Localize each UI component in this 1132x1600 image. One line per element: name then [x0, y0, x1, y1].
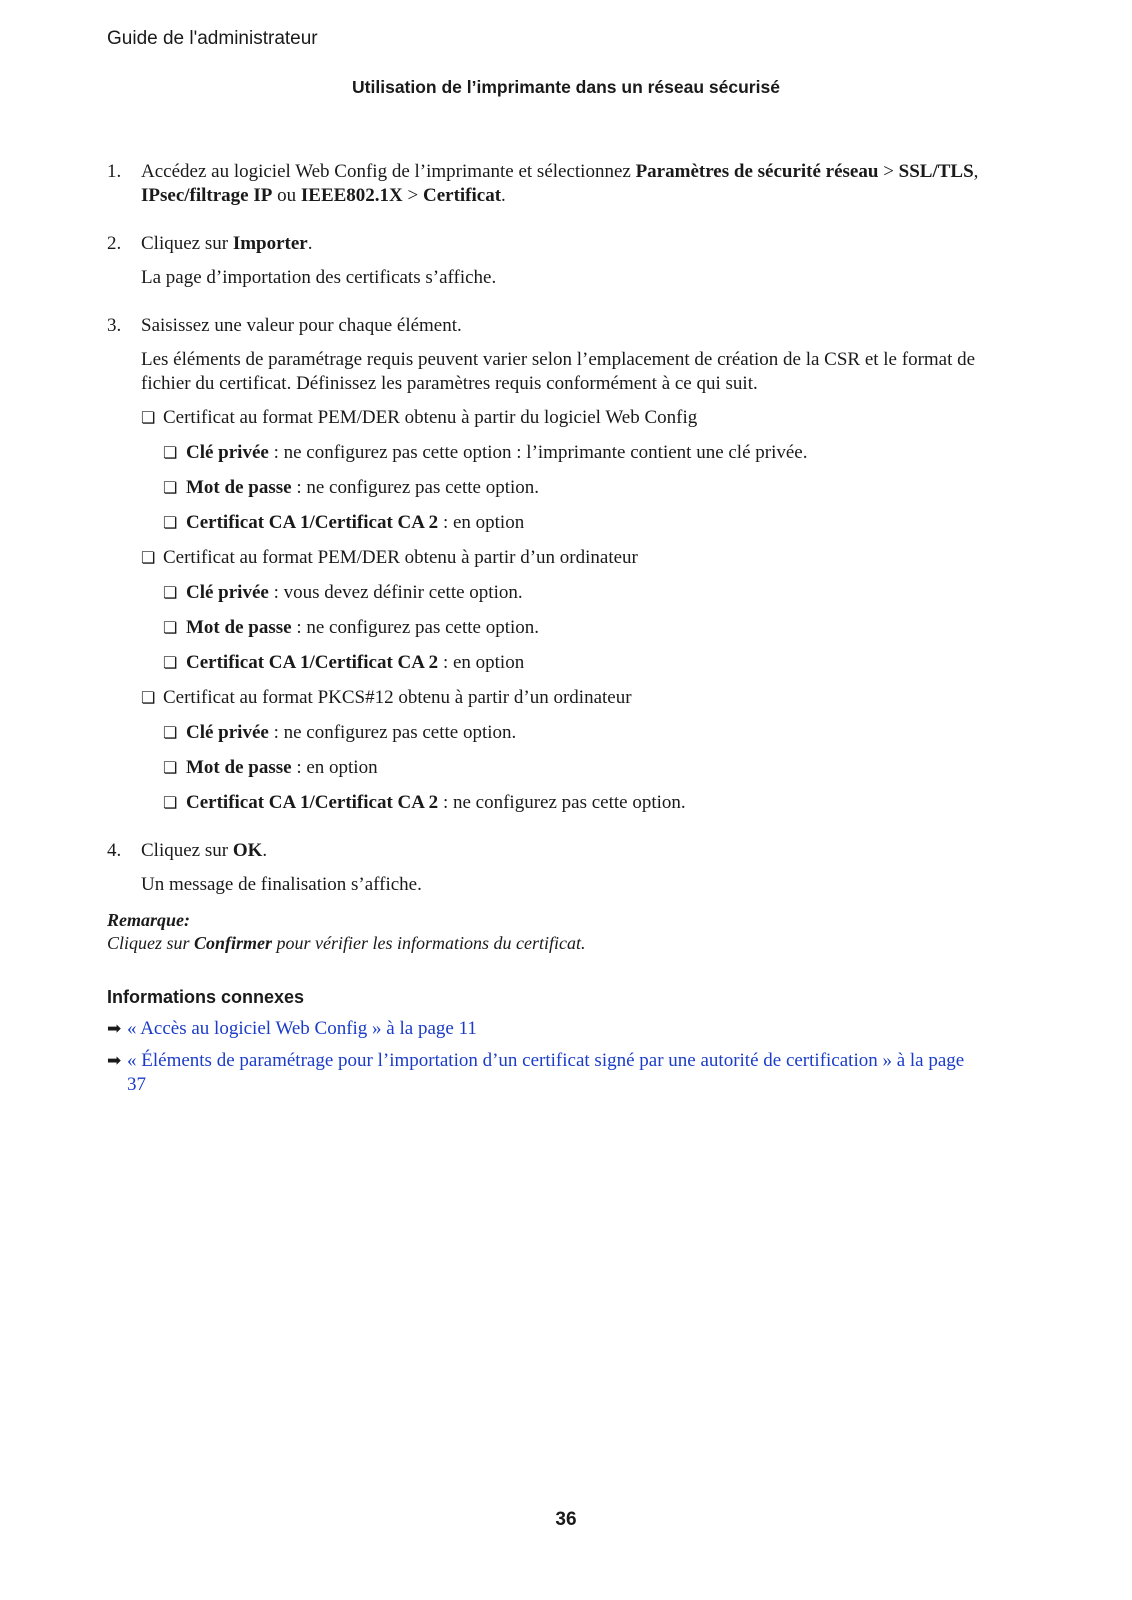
menu-path-ieee8021x: IEEE802.1X — [300, 185, 403, 206]
related-link-web-config[interactable] — [107, 1017, 1007, 1041]
checklist-group: ❏ Certificat au format PEM/DER obtenu à partir d’un ordinateur — [141, 547, 638, 568]
checkbox-icon: ❏ — [163, 758, 178, 777]
checkbox-icon: ❏ — [163, 723, 178, 742]
checklist-item: ❏ Certificat CA 1/Certificat CA 2 : en option — [163, 652, 525, 673]
related-info-title: Informations connexes — [107, 987, 305, 1007]
page-number: 36 — [555, 1509, 577, 1530]
related-link-text[interactable]: « Éléments de paramétrage pour l’importation d’un certificat signé par une autorité de certification » à la page 37 — [127, 1050, 965, 1095]
guide-title: Guide de l'administrateur — [107, 28, 318, 49]
importer-label: Importer — [232, 233, 308, 254]
menu-path-network-security: Paramètres de sécurité réseau — [635, 161, 879, 182]
checklist-group: ❏ Certificat au format PEM/DER obtenu à partir du logiciel Web Config — [141, 407, 698, 428]
checkbox-icon: ❏ — [141, 688, 156, 707]
checkbox-icon: ❏ — [163, 653, 178, 672]
checkbox-icon: ❏ — [141, 408, 156, 427]
menu-path-ipsec: IPsec/filtrage IP — [141, 185, 273, 206]
checklist-item: ❏ Clé privée : ne configurez pas cette option : l’imprimante contient une clé privée. — [163, 442, 808, 463]
checkbox-icon: ❏ — [163, 618, 178, 637]
note-body: Cliquez sur Confirmer pour vérifier les informations du certificat. — [107, 933, 586, 953]
main-content — [107, 160, 1007, 1097]
menu-path-ssl-tls: SSL/TLS — [898, 161, 974, 182]
step-number: 4. — [107, 840, 122, 861]
checklist-item: ❏ Clé privée : ne configurez pas cette option. — [163, 722, 517, 743]
arrow-right-icon: ➡ — [107, 1051, 122, 1071]
step-2: 2. Cliquez sur Importer. — [107, 233, 313, 254]
related-link-ca-certificate[interactable] — [107, 1049, 977, 1097]
checkbox-icon: ❏ — [163, 478, 178, 497]
checklist-item: ❏ Clé privée : vous devez définir cette option. — [163, 582, 523, 603]
note-title: Remarque: — [107, 910, 190, 930]
step-4-result: Un message de finalisation s’affiche. — [141, 874, 422, 895]
checklist-item: ❏ Certificat CA 1/Certificat CA 2 : en option — [163, 512, 525, 533]
step-2-result: La page d’importation des certificats s’affiche. — [141, 267, 497, 288]
step-number: 2. — [107, 233, 122, 254]
step-4: 4. Cliquez sur OK. — [107, 840, 268, 861]
checkbox-icon: ❏ — [141, 548, 156, 567]
related-link-text[interactable]: « Accès au logiciel Web Config » à la page 11 — [127, 1018, 477, 1039]
section-title: Utilisation de l’imprimante dans un réseau sécurisé — [352, 77, 780, 97]
checklist-item: ❏ Mot de passe : ne configurez pas cette option. — [163, 617, 539, 638]
checklist-item: ❏ Mot de passe : ne configurez pas cette option. — [163, 477, 539, 498]
checklist-item: ❏ Certificat CA 1/Certificat CA 2 : ne configurez pas cette option. — [163, 792, 686, 813]
checkbox-icon: ❏ — [163, 443, 178, 462]
confirmer-label: Confirmer — [194, 933, 273, 953]
menu-path-certificate: Certificat — [422, 185, 502, 206]
step-1: 1. Accédez au logiciel Web Config de l’imprimante et sélectionnez Paramètres de sécurité réseau > SSL/TLS, IPsec/filtrage IP ou IEEE802.1X > Certificat. — [107, 161, 979, 206]
arrow-right-icon: ➡ — [107, 1019, 122, 1039]
step-3: 3. Saisissez une valeur pour chaque élément. — [107, 315, 462, 336]
ok-label: OK — [232, 840, 263, 861]
checklist-item: ❏ Mot de passe : en option — [163, 757, 378, 778]
note-block — [107, 909, 1007, 955]
step-3-detail: Les éléments de paramétrage requis peuvent varier selon l’emplacement de création de la CSR et le format de fichier du certificat. Définissez les paramètres requis conformément à ce qui suit. — [141, 349, 976, 394]
checkbox-icon: ❏ — [163, 513, 178, 532]
step-number: 1. — [107, 161, 122, 182]
step-number: 3. — [107, 315, 122, 336]
checklist-group: ❏ Certificat au format PKCS#12 obtenu à partir d’un ordinateur — [141, 687, 632, 708]
checkbox-icon: ❏ — [163, 793, 178, 812]
checkbox-icon: ❏ — [163, 583, 178, 602]
